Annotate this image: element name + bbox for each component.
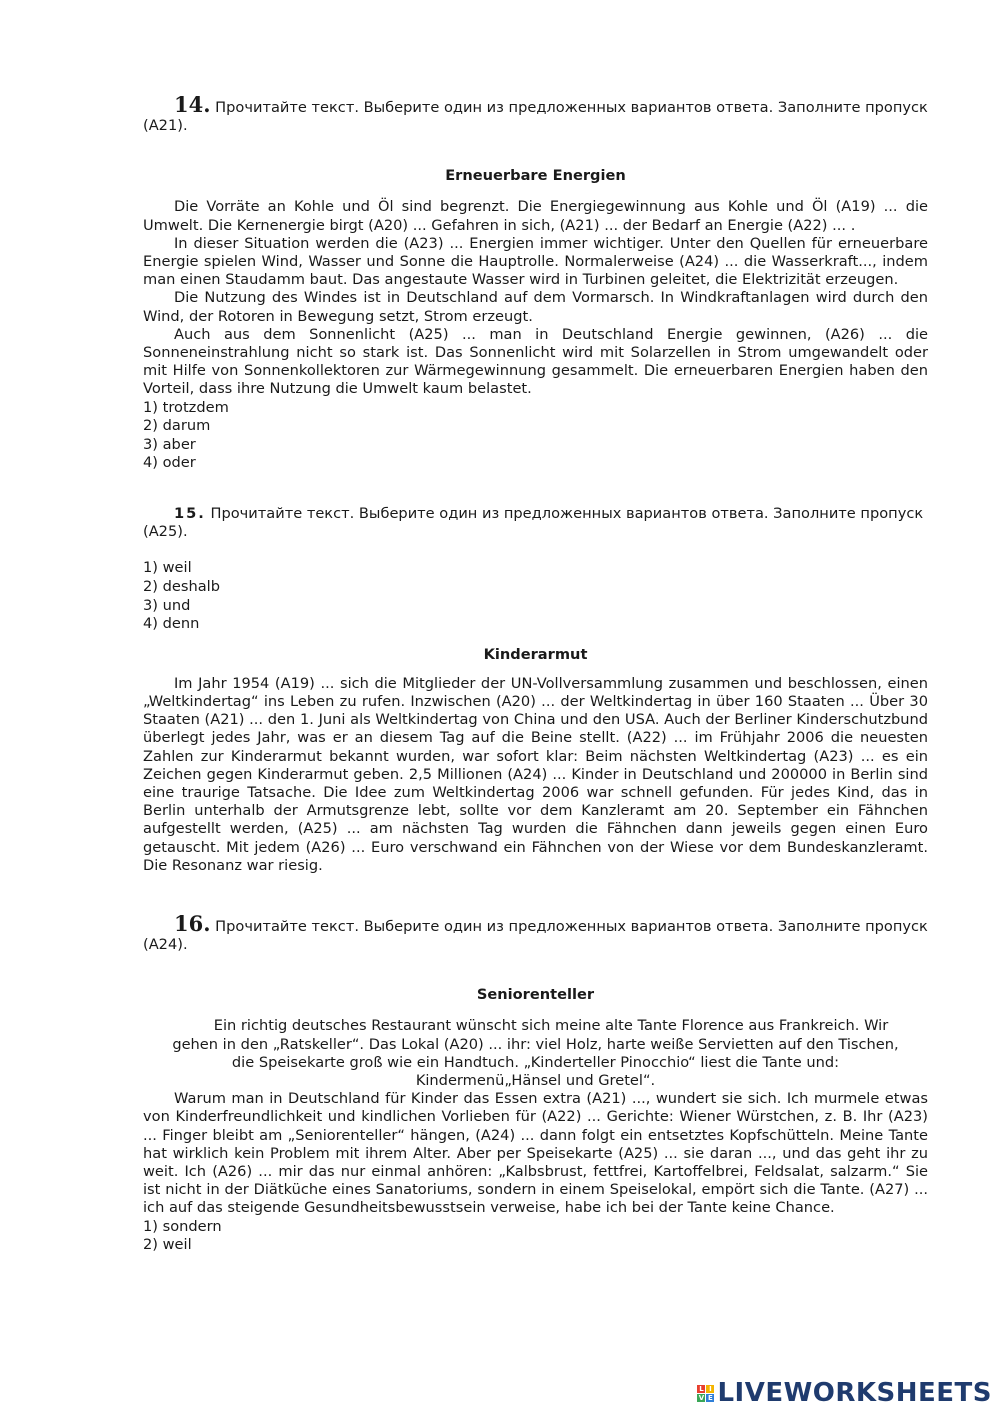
task15-title: Kinderarmut <box>483 645 588 663</box>
logo-letter: L <box>699 1384 704 1393</box>
task16-intro-line: Ein richtig deutsches Restaurant wünscht sich meine alte Tante Florence aus Frankreich. Wir <box>213 1017 889 1035</box>
task16-intro-line: Kindermenü„Hänsel und Gretel“. <box>415 1072 656 1090</box>
task14-options <box>143 399 928 473</box>
task14-text <box>143 198 928 398</box>
brand-name: LIVEWORKSHEETS <box>717 1378 992 1408</box>
task16-option[interactable]: 1) sondern <box>143 1217 222 1235</box>
task15-option[interactable]: 4) denn <box>143 615 200 633</box>
task15-number: 15. <box>174 505 206 523</box>
task14-number: 14. <box>174 92 211 117</box>
worksheet-page <box>143 92 928 1255</box>
task14-paragraph: Auch aus dem Sonnenlicht (A25) ... man in Deutschland Energie gewinnen, (A26) ... die Sonneneinstrahlung nicht so stark ist. Das Sonnenlicht wird mit Solarzellen in Strom umgewandelt oder mit Hilfe von Sonnenkollektoren zur Wärmegewinnung gesammelt. Die erneuerbaren Energien haben den Vorteil, dass ihre Nutzung die Umwelt kaum belastet. <box>143 325 928 398</box>
task15-instruction <box>143 505 928 523</box>
task16-instruction <box>143 911 928 937</box>
task14-option[interactable]: 1) trotzdem <box>143 398 229 416</box>
task14-paragraph: Die Nutzung des Windes ist in Deutschland auf dem Vormarsch. In Windkraftanlagen wird durch den Wind, der Rotoren in Bewegung setzt, Strom erzeugt. <box>143 289 928 325</box>
task16-instruction-gap: (A24). <box>143 936 188 954</box>
logo-letter: I <box>706 1385 714 1393</box>
task16-centered-intro <box>143 1017 928 1090</box>
task15-options <box>143 559 928 633</box>
logo-mark-icon <box>697 1385 714 1402</box>
task15-instruction-text: Прочитайте текст. Выберите один из предложенных вариантов ответа. Заполните пропуск <box>205 505 924 523</box>
logo-letter: E <box>708 1393 713 1402</box>
task15-instruction-gap: (A25). <box>143 523 188 541</box>
liveworksheets-logo <box>697 1379 992 1407</box>
task14-instruction-text: Прочитайте текст. Выберите один из предложенных вариантов ответа. Заполните пропуск <box>210 99 928 116</box>
task15-option[interactable]: 1) weil <box>143 559 192 577</box>
task14-title: Erneuerbare Energien <box>445 167 626 185</box>
task16-option[interactable]: 2) weil <box>143 1236 192 1254</box>
task16-number: 16. <box>174 911 211 937</box>
task15-option[interactable]: 2) deshalb <box>143 578 220 596</box>
logo-letter: V <box>698 1393 705 1402</box>
task15-option[interactable]: 3) und <box>143 596 191 614</box>
task14-option[interactable]: 4) oder <box>143 454 196 472</box>
task16-paragraph: Warum man in Deutschland für Kinder das Essen extra (A21) ..., wundert sie sich. Ich murmele etwas von Kinderfreundlichkeit und kindlichen Vorlieben für (A22) ... Gerichte: Wiener Würstchen, z. B. Ihr (A23) ... Finger bleibt am „Seniorenteller“ hängen, (A24) ... dann folgt ein entsetztes Kopfschütteln. Meine Tante hat wirklich kein Problem mit ihrem Alter. Aber per Speisekarte (A25) ... sie daran ..., und das geht ihr zu weit. Ich (A26) ... mir das nur einmal anhören: „Kalbsbrust, fettfrei, Kartoffelbrei, Feldsalat, salzarm.“ Sie ist nicht in der Diätküche eines Sanatoriums, sondern in einem Speiselokal, empört sich die Tante. (A27) ... ich auf das steigende Gesundheitsbewusstsein verweise, habe ich bei der Tante keine Chance. <box>143 1090 928 1217</box>
task16-title: Seniorenteller <box>476 986 595 1004</box>
task16-instruction-text: Прочитайте текст. Выберите один из предложенных вариантов ответа. Заполните пропуск <box>210 918 928 936</box>
task16-intro-line: die Speisekarte groß wie ein Handtuch. „Kinderteller Pinocchio“ liest die Tante und: <box>231 1053 840 1071</box>
task14-paragraph: Die Vorräte an Kohle und Öl sind begrenzt. Die Energiegewinnung aus Kohle und Öl (A19) ... die Umwelt. Die Kernenergie birgt (A20) ... Gefahren in sich, (A21) ... der Bedarf an Energie (A22) ... . <box>143 198 928 234</box>
task14-instruction-gap: (A21). <box>143 117 188 135</box>
task14-option[interactable]: 3) aber <box>143 435 196 453</box>
task16-options <box>143 1218 928 1255</box>
task15-paragraph: Im Jahr 1954 (A19) ... sich die Mitglieder der UN-Vollversammlung zusammen und beschlossen, einen „Weltkindertag“ ins Leben zu rufen. Inzwischen (A20) ... der Weltkindertag in über 160 Staaten ... Über 30 Staaten (A21) ... den 1. Juni als Weltkindertag von China und den USA. Auch der Berliner Kinderschutzbund überlegt jedes Jahr, was er an diesem Tag auf die Beine stellt. (A22) ... im Frühjahr 2006 die neuesten Zahlen zur Kinderarmut bekannt wurden, war sofort klar: Beim nächsten Weltkindertag (A23) ... es ein Zeichen gegen Kinderarmut geben. 2,5 Millionen (A24) ... Kinder in Deutschland und 200000 in Berlin sind eine traurige Tatsache. Die Idee zum Weltkindertag 2006 war schnell gefunden. Für jedes Kind, das in Berlin unterhalb der Armutsgrenze lebt, sollte vor dem Kanzleramt am 20. September ein Fähnchen aufgestellt werden, (A25) ... am nächsten Tag wurden die Fähnchen dann jeweils gegen einen Euro getauscht. Mit jedem (A26) ... Euro verschwand ein Fähnchen von der Wiese vor dem Bundeskanzleramt. Die Resonanz war riesig. <box>143 674 928 874</box>
task14-instruction <box>143 92 928 117</box>
task14-paragraph: In dieser Situation werden die (A23) ... Energien immer wichtiger. Unter den Quellen für erneuerbare Energie spielen Wind, Wasser und Sonne die Hauptrolle. Normalerweise (A24) ... die Wasserkraft..., indem man einen Staudamm baut. Das angestaute Wasser wird in Turbinen geleitet, die Elektrizität erzeugen. <box>143 234 928 289</box>
task16-intro-line: gehen in den „Ratskeller“. Das Lokal (A20) ... ihr: viel Holz, harte weiße Servietten auf den Tischen, <box>172 1035 899 1053</box>
task14-option[interactable]: 2) darum <box>143 417 211 435</box>
